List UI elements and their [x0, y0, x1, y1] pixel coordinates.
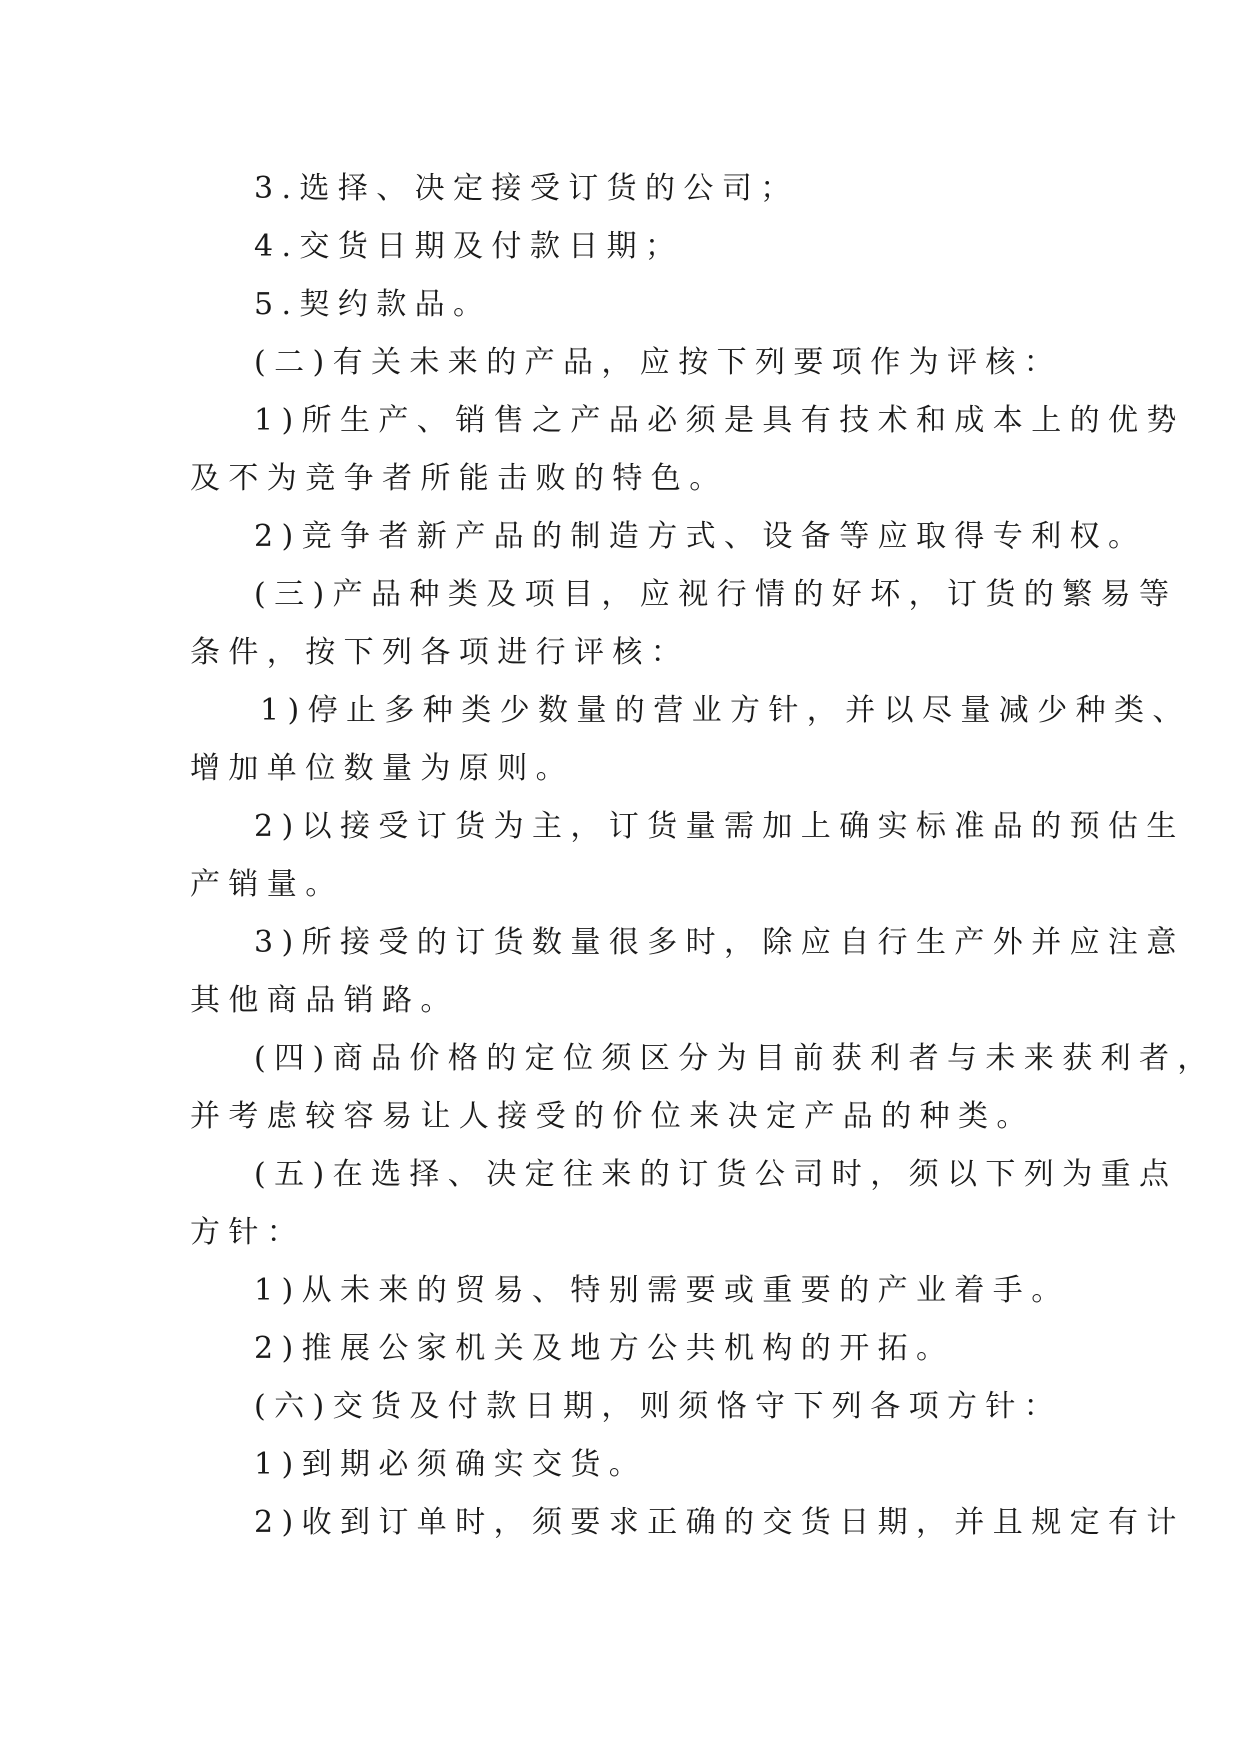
- section-2-item-1-cont: 及不为竞争者所能击败的特色。: [190, 461, 728, 496]
- list-item-5: 5.契约款品。: [254, 287, 492, 322]
- section-2-item-1: 1)所生产、销售之产品必须是具有技术和成本上的优势: [254, 403, 1185, 438]
- section-6-item-1: 1)到期必须确实交货。: [254, 1447, 648, 1482]
- section-heading-3: (三)产品种类及项目，应视行情的好坏，订货的繁易等: [254, 577, 1178, 612]
- section-heading-5: (五)在选择、决定往来的订货公司时，须以下列为重点: [254, 1157, 1178, 1192]
- section-3-item-3-cont: 其他商品销路。: [190, 983, 459, 1018]
- section-2-item-2: 2)竞争者新产品的制造方式、设备等应取得专利权。: [254, 519, 1147, 554]
- section-heading-4-cont: 并考虑较容易让人接受的价位来决定产品的种类。: [190, 1099, 1035, 1134]
- section-heading-2: (二)有关未来的产品，应按下列要项作为评核：: [254, 345, 1063, 380]
- section-5-item-1: 1)从未来的贸易、特别需要或重要的产业着手。: [254, 1273, 1070, 1308]
- section-heading-6: (六)交货及付款日期，则须恪守下列各项方针：: [254, 1389, 1063, 1424]
- section-heading-3-cont: 条件，按下列各项进行评核：: [190, 635, 690, 670]
- section-3-item-3: 3)所接受的订货数量很多时，除应自行生产外并应注意: [254, 925, 1185, 960]
- section-6-item-2: 2)收到订单时，须要求正确的交货日期，并且规定有计: [254, 1505, 1185, 1540]
- section-3-item-2: 2)以接受订货为主，订货量需加上确实标准品的预估生: [254, 809, 1185, 844]
- section-3-item-2-cont: 产销量。: [190, 867, 344, 902]
- section-5-item-2: 2)推展公家机关及地方公共机构的开拓。: [254, 1331, 955, 1366]
- list-item-3: 3.选择、决定接受订货的公司；: [254, 171, 799, 206]
- section-3-item-1-cont: 增加单位数量为原则。: [190, 751, 574, 786]
- list-item-4: 4.交货日期及付款日期；: [254, 229, 684, 264]
- section-heading-4: (四)商品价格的定位须区分为目前获利者与未来获利者，: [254, 1041, 1216, 1076]
- section-heading-5-cont: 方针：: [190, 1215, 306, 1250]
- section-3-item-1: 1)停止多种类少数量的营业方针，并以尽量减少种类、: [260, 693, 1191, 728]
- document-body: [190, 160, 1216, 1552]
